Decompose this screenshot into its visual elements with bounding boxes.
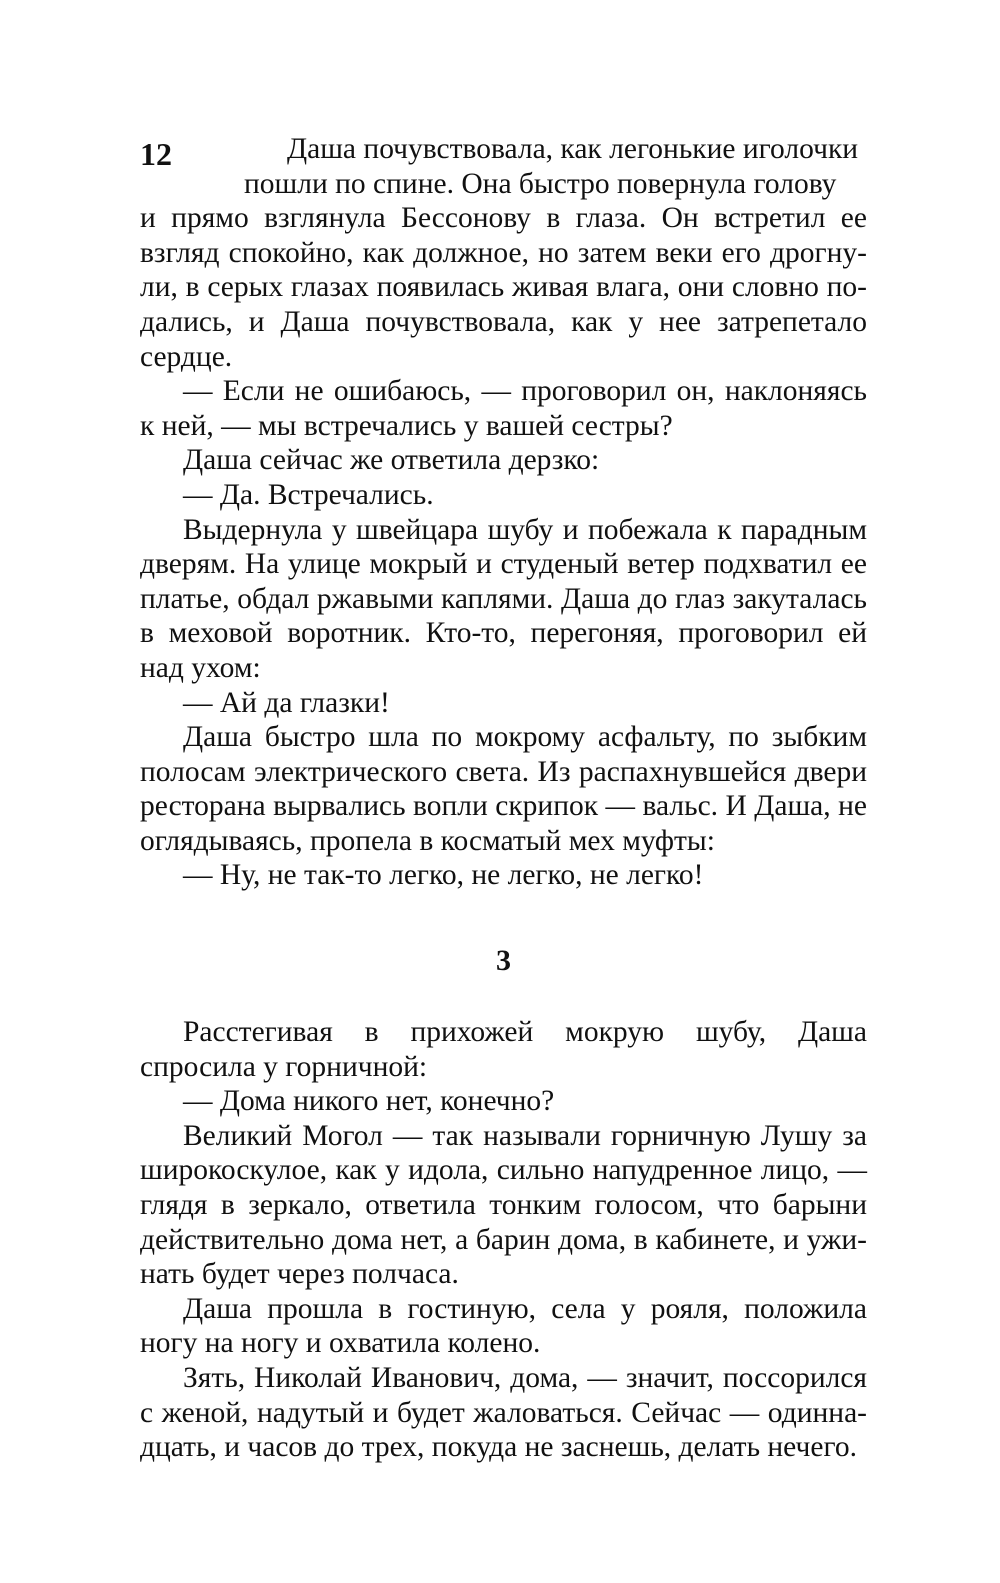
paragraph: Великий Могол — так называли горничную Лушу за широкоскулое, как у идола, сильно напудренное лицо, — глядя в зеркало, ответила тонким голосом, что барыни действительно дома нет, а барин дома, в кабинете, и ужинать будет через полчаса. [140, 1119, 867, 1291]
text-block-after [140, 1015, 867, 1465]
paragraph: Даша прошла в гостиную, села у рояля, положила ногу на ногу и охватила колено. [140, 1292, 867, 1360]
paragraph: Даша почувствовала, как легонькие иголочки [287, 133, 859, 165]
text-block-before [140, 132, 867, 893]
page-number: 12 [140, 136, 172, 172]
paragraph: — Дома никого нет, конечно? [183, 1085, 555, 1118]
paragraph: Зять, Николай Иванович, дома, — значит, поссорился с женой, надутый и будет жаловаться. Сейчас — одиннадцать, и часов до трех, покуда не заснешь, делать нечего. [140, 1362, 867, 1464]
paragraph: Расстегивая в прихожей мокрую шубу, Даша спросила у горничной: [140, 1016, 867, 1083]
paragraph: — Если не ошибаюсь, — проговорил он, наклоняясь к ней, — мы встречались у вашей сестры? [140, 375, 867, 442]
chapter-heading: 3 [496, 944, 511, 978]
paragraph: Выдернула у швейцара шубу и побежала к парадным дверям. На улице мокрый и студеный ветер подхватил ее платье, обдал ржавыми каплями. Даша до глаз закуталась в меховой воротник. Кто-то, перегоняя, проговорил ей над ухом: [140, 513, 867, 684]
wrapped-opening-lines [140, 132, 867, 201]
paragraph: Даша быстро шла по мокрому асфальту, по зыбким полосам электрического света. Из распахнувшейся двери ресторана вырвались вопли скрипок — вальс. И Даша, не оглядываясь, пропела в косматый мех муфты: [140, 721, 867, 857]
paragraph: пошли по спине. Она быстро повернула голову [244, 167, 837, 200]
paragraph: — Ай да глазки! [183, 686, 390, 719]
paragraph: и прямо взглянула Бессонову в глаза. Он встретил ее взгляд спокойно, как должное, но затем веки его дрогнули, в серых глазах появилась живая влага, они словно подались, и Даша почувствовала, как у нее затрепетало сердце. [140, 202, 867, 373]
paragraph: Даша сейчас же ответила дерзко: [183, 444, 600, 477]
paragraph: — Да. Встречались. [183, 478, 434, 511]
page-body [140, 132, 867, 1465]
paragraph: — Ну, не так-то легко, не легко, не легко! [183, 859, 704, 892]
